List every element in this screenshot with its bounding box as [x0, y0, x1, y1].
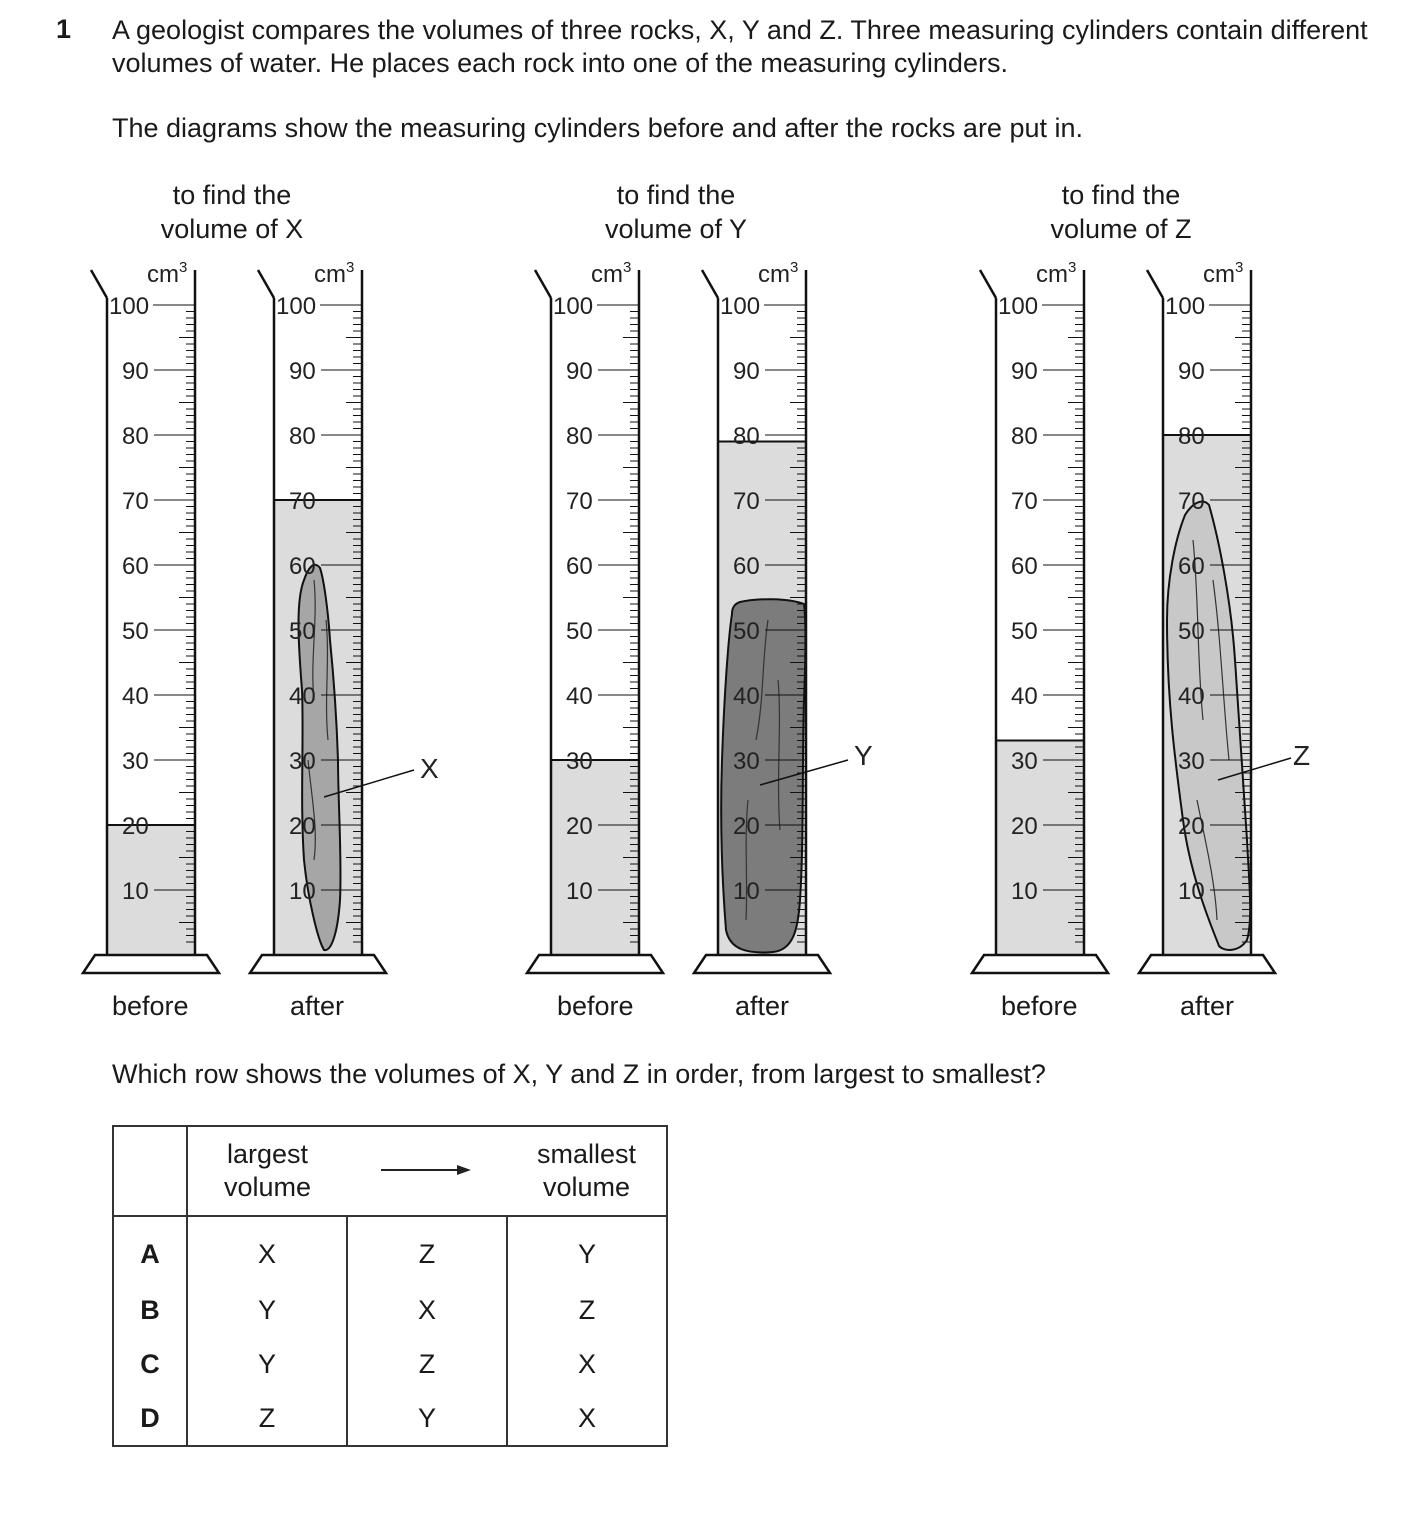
row-letter: C: [113, 1337, 187, 1391]
scale-label: 60: [733, 553, 760, 580]
row-cell: Z: [347, 1216, 507, 1283]
scale-label: 80: [566, 423, 593, 450]
scale-label: 40: [289, 683, 316, 710]
scale-label: 80: [1011, 423, 1038, 450]
header-smallest-line1: smallest: [536, 1139, 637, 1169]
scale-label: 90: [733, 358, 760, 385]
scale-label: 50: [1178, 618, 1205, 645]
question-prompt: Which row shows the volumes of X, Y and Z in order, from largest to smallest?: [112, 1059, 1046, 1089]
unit-power: 3: [346, 259, 355, 276]
scale-label: 100: [109, 293, 150, 320]
scale-label: 30: [566, 748, 593, 775]
unit-label: cm: [314, 261, 346, 288]
scale-label: 100: [1165, 293, 1206, 320]
caption-z-line1: to find the: [1061, 180, 1181, 210]
scale-label: 20: [1011, 813, 1038, 840]
row-cell: X: [187, 1216, 347, 1283]
measuring-cylinders-diagram: [0, 250, 1403, 980]
scale-label: 80: [1178, 423, 1205, 450]
cylinder-z-after: [1139, 259, 1275, 973]
table-row: [113, 1283, 667, 1337]
scale-label: 30: [289, 748, 316, 775]
unit-label: cm: [1036, 261, 1068, 288]
header-arrow-cell: [347, 1126, 507, 1216]
scale-label: 80: [733, 423, 760, 450]
caption-x-line2: volume of X: [160, 214, 304, 244]
unit-label: cm: [1203, 261, 1235, 288]
scale-label: 70: [733, 488, 760, 515]
cylinder-spout: [258, 270, 274, 298]
scale-label: 50: [733, 618, 760, 645]
scale-label: 60: [122, 553, 149, 580]
cylinder-base: [694, 955, 830, 973]
row-letter: D: [113, 1391, 187, 1446]
scale-label: 30: [1011, 748, 1038, 775]
caption-x-line1: to find the: [172, 180, 292, 210]
scale-label: 10: [1178, 878, 1205, 905]
scale-label: 70: [289, 488, 316, 515]
label-after-y: after: [735, 991, 790, 1021]
unit-power: 3: [790, 259, 799, 276]
caption-y-line1: to find the: [616, 180, 736, 210]
scale-label: 20: [733, 813, 760, 840]
scale-label: 60: [1011, 553, 1038, 580]
scale-label: 100: [553, 293, 594, 320]
header-largest-line2: volume: [223, 1172, 312, 1202]
label-before-z: before: [1001, 991, 1078, 1021]
scale-label: 100: [998, 293, 1039, 320]
scale-label: 40: [566, 683, 593, 710]
scale-label: 70: [1178, 488, 1205, 515]
unit-label: cm: [758, 261, 790, 288]
scale-label: 10: [122, 878, 149, 905]
diagram-intro: The diagrams show the measuring cylinders before and after the rocks are put in.: [112, 113, 1083, 143]
cylinder-spout: [91, 270, 107, 298]
unit-power: 3: [1235, 259, 1244, 276]
rock-label-z: Z: [1293, 740, 1311, 771]
cylinder-base: [1139, 955, 1275, 973]
scale-label: 90: [289, 358, 316, 385]
scale-label: 20: [289, 813, 316, 840]
unit-power: 3: [179, 259, 188, 276]
header-smallest: [507, 1126, 667, 1216]
scale-label: 40: [1011, 683, 1038, 710]
unit-label: cm: [591, 261, 623, 288]
scale-label: 100: [720, 293, 761, 320]
scale-label: 40: [733, 683, 760, 710]
table-row: [113, 1337, 667, 1391]
scale-label: 70: [1011, 488, 1038, 515]
scale-label: 30: [1178, 748, 1205, 775]
scale-label: 50: [1011, 618, 1038, 645]
table-row: [113, 1391, 667, 1446]
scale-label: 70: [566, 488, 593, 515]
header-largest: [187, 1126, 347, 1216]
cylinder-spout: [980, 270, 996, 298]
table-row: [113, 1216, 667, 1283]
rock-label-x: X: [420, 753, 439, 784]
caption-z: [991, 178, 1251, 246]
cylinder-base: [83, 955, 219, 973]
scale-label: 60: [1178, 553, 1205, 580]
header-smallest-line2: volume: [542, 1172, 631, 1202]
unit-power: 3: [1068, 259, 1077, 276]
scale-label: 20: [566, 813, 593, 840]
cylinder-base: [250, 955, 386, 973]
scale-label: 70: [122, 488, 149, 515]
scale-label: 90: [1011, 358, 1038, 385]
cylinder-base: [527, 955, 663, 973]
cylinder-x-after: [250, 259, 386, 973]
header-largest-line1: largest: [226, 1139, 309, 1169]
scale-label: 20: [1178, 813, 1205, 840]
scale-label: 10: [733, 878, 760, 905]
row-cell: X: [507, 1391, 667, 1446]
caption-y-line2: volume of Y: [604, 214, 748, 244]
cylinder-x-before: [83, 259, 219, 973]
scale-label: 20: [122, 813, 149, 840]
cylinder-spout: [535, 270, 551, 298]
label-after-z: after: [1180, 991, 1235, 1021]
scale-label: 50: [122, 618, 149, 645]
cylinder-z-before: [972, 259, 1108, 973]
scale-label: 30: [733, 748, 760, 775]
scale-label: 90: [566, 358, 593, 385]
table-header-row: [113, 1126, 667, 1216]
scale-label: 60: [289, 553, 316, 580]
label-before-x: before: [112, 991, 189, 1021]
right-arrow-icon: [377, 1160, 477, 1180]
scale-label: 40: [122, 683, 149, 710]
scale-label: 10: [566, 878, 593, 905]
cylinder-spout: [702, 270, 718, 298]
caption-x: [102, 178, 362, 246]
scale-label: 90: [122, 358, 149, 385]
scale-label: 80: [289, 423, 316, 450]
row-cell: Z: [507, 1283, 667, 1337]
row-cell: X: [347, 1283, 507, 1337]
scale-label: 80: [122, 423, 149, 450]
row-letter: A: [113, 1216, 187, 1283]
scale-label: 10: [289, 878, 316, 905]
scale-label: 10: [1011, 878, 1038, 905]
cylinder-base: [972, 955, 1108, 973]
scale-label: 50: [566, 618, 593, 645]
scale-label: 60: [566, 553, 593, 580]
scale-label: 90: [1178, 358, 1205, 385]
label-before-y: before: [557, 991, 634, 1021]
cylinder-y-before: [527, 259, 663, 973]
row-cell: Z: [347, 1337, 507, 1391]
unit-label: cm: [147, 261, 179, 288]
scale-label: 30: [122, 748, 149, 775]
caption-y: [546, 178, 806, 246]
cylinder-spout: [1147, 270, 1163, 298]
label-after-x: after: [290, 991, 345, 1021]
row-cell: X: [507, 1337, 667, 1391]
caption-z-line2: volume of Z: [1050, 214, 1192, 244]
header-blank-cell: [113, 1126, 187, 1216]
row-cell: Z: [187, 1391, 347, 1446]
row-cell: Y: [507, 1216, 667, 1283]
scale-label: 100: [276, 293, 317, 320]
scale-label: 40: [1178, 683, 1205, 710]
row-cell: Y: [187, 1337, 347, 1391]
cylinder-y-after: [694, 259, 830, 973]
scale-label: 50: [289, 618, 316, 645]
row-letter: B: [113, 1283, 187, 1337]
row-cell: Y: [187, 1283, 347, 1337]
rock-label-y: Y: [854, 740, 873, 771]
question-intro: A geologist compares the volumes of three rocks, X, Y and Z. Three measuring cylinders contain different volumes of water. He places each rock into one of the measuring cylinders.: [112, 15, 1368, 78]
unit-power: 3: [623, 259, 632, 276]
question-number: 1: [56, 14, 72, 44]
answer-table: [112, 1125, 668, 1447]
row-cell: Y: [347, 1391, 507, 1446]
